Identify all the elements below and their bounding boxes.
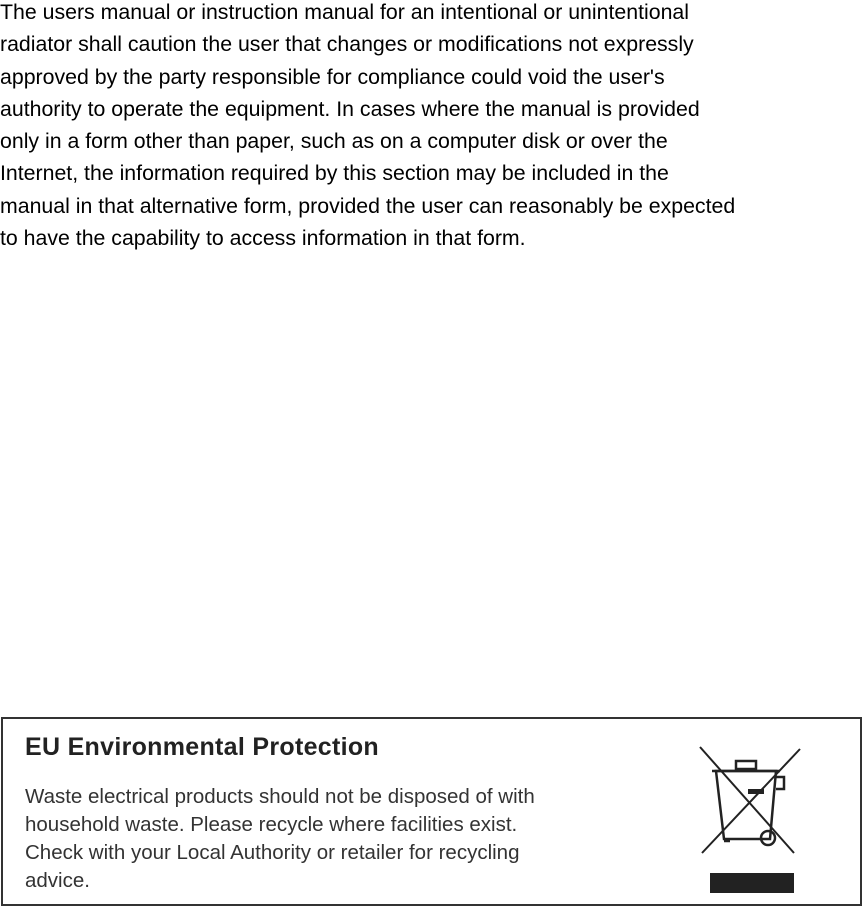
- paragraph-line: only in a form other than paper, such as on a computer disk or over the: [0, 129, 668, 154]
- eu-box-body: [25, 783, 535, 895]
- paragraph-line: Internet, the information required by this section may be included in the: [0, 161, 669, 186]
- eu-box-line: advice.: [25, 869, 90, 892]
- paragraph-line: to have the capability to access information in that form.: [0, 226, 526, 251]
- fcc-notice-paragraph: [0, 0, 864, 254]
- paragraph-line: radiator shall caution the user that changes or modifications not expressly: [0, 32, 694, 57]
- eu-box-title: EU Environmental Protection: [25, 733, 379, 761]
- eu-box-line: household waste. Please recycle where facilities exist.: [25, 813, 518, 836]
- eu-box-line: Check with your Local Authority or retailer for recycling: [25, 841, 520, 864]
- paragraph-line: approved by the party responsible for compliance could void the user's: [0, 64, 665, 89]
- eu-box-line: Waste electrical products should not be disposed of with: [25, 785, 535, 808]
- paragraph-line: The users manual or instruction manual for an intentional or unintentional: [0, 0, 689, 24]
- paragraph-line: authority to operate the equipment. In cases where the manual is provided: [0, 96, 700, 121]
- crossed-out-wheelie-bin-icon: [696, 741, 806, 901]
- paragraph-line: manual in that alternative form, provided the user can reasonably be expected: [0, 193, 736, 218]
- eu-environmental-protection-box: [1, 717, 862, 906]
